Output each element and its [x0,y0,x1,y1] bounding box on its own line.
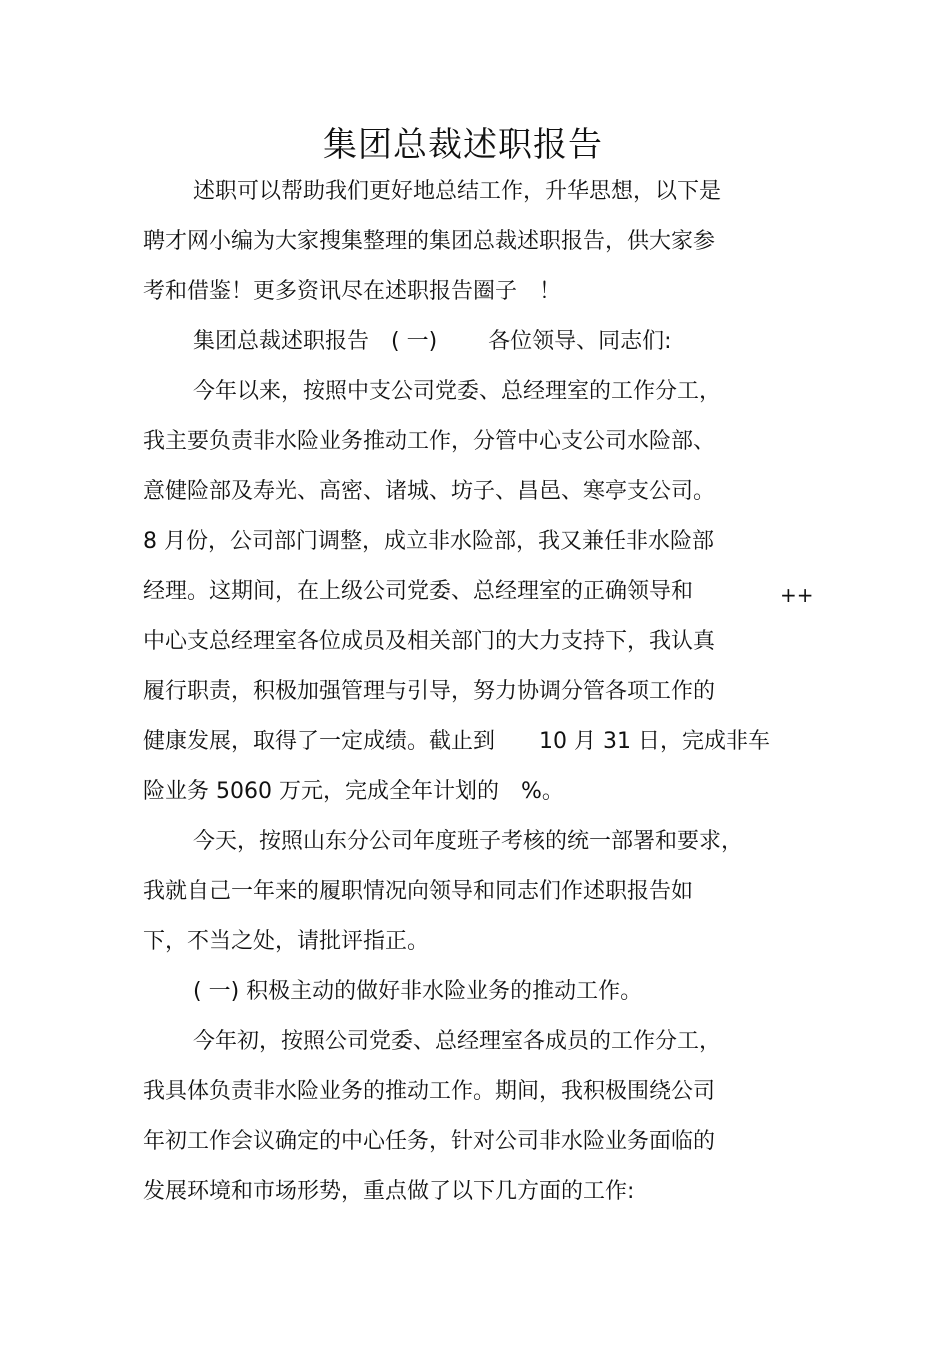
subsection-heading-line: ( 一) 积极主动的做好非水险业务的推动工作。 [193,979,643,1004]
paragraph-line: 8 月份，公司部门调整，成立非水险部，我又兼任非水险部 [143,529,714,554]
paragraph-line: 我就自己一年来的履职情况向领导和同志们作述职报告如 [143,879,694,904]
paragraph-line: 述职可以帮助我们更好地总结工作，升华思想，以下是 [193,179,722,204]
paragraph-line: 年初工作会议确定的中心任务，针对公司非水险业务面临的 [143,1129,716,1154]
paragraph-line: 险业务 5060 万元，完成全年计划的 %。 [143,779,564,804]
paragraph-line: 履行职责，积极加强管理与引导，努力协调分管各项工作的 [143,679,716,704]
section-heading-line: 集团总裁述职报告 ( 一) 各位领导、同志们: [193,329,672,354]
paragraph-line: 经理。这期间，在上级公司党委、总经理室的正确领导和 [143,579,694,604]
document-title: 集团总裁述职报告 [323,125,603,165]
paragraph-line: 考和借鉴！更多资讯尽在述职报告圈子 ！ [143,279,562,304]
paragraph-line: 发展环境和市场形势，重点做了以下几方面的工作: [143,1179,635,1204]
paragraph-line: 我主要负责非水险业务推动工作，分管中心支公司水险部、 [143,429,716,454]
paragraph-line: 今年初，按照公司党委、总经理室各成员的工作分工， [193,1029,722,1054]
paragraph-line: 中心支总经理室各位成员及相关部门的大力支持下，我认真 [143,629,716,654]
paragraph-line: 今天，按照山东分公司年度班子考核的统一部署和要求， [193,829,744,854]
paragraph-line: 今年以来，按照中支公司党委、总经理室的工作分工， [193,379,722,404]
paragraph-line: 健康发展，取得了一定成绩。截止到 10 月 31 日，完成非车 [143,729,770,754]
paragraph-line: 意健险部及寿光、高密、诸城、坊子、昌邑、寒亭支公司。 [143,479,716,504]
paragraph-line: 下，不当之处，请批评指正。 [143,929,430,954]
margin-mark: ++ [780,583,814,607]
paragraph-line: 我具体负责非水险业务的推动工作。期间，我积极围绕公司 [143,1079,716,1104]
paragraph-line: 聘才网小编为大家搜集整理的集团总裁述职报告，供大家参 [143,229,716,254]
